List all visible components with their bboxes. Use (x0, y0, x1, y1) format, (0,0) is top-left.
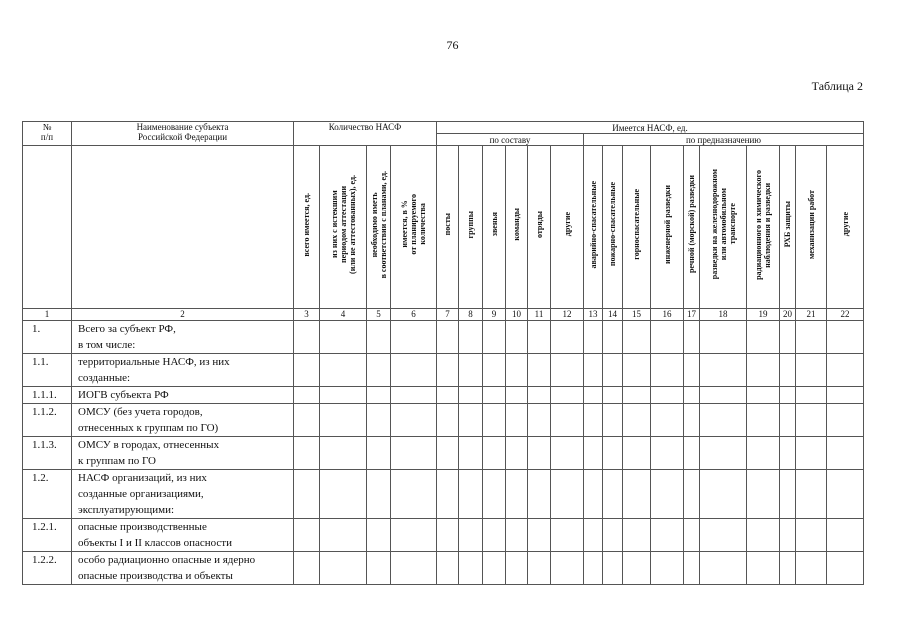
data-cell (320, 404, 367, 437)
row-code: 1.2.2. (23, 552, 72, 585)
vertical-header-label: механизации работ (806, 189, 816, 260)
data-cell (437, 437, 459, 470)
header-by-purpose: по предназначению (584, 134, 864, 146)
data-cell (780, 519, 796, 552)
data-cell (551, 387, 584, 404)
column-number: 1 (23, 309, 72, 321)
row-name: особо радиационно опасные и ядерно опасные производства и объекты (72, 552, 294, 585)
data-cell (391, 354, 437, 387)
data-cell (483, 552, 506, 585)
vertical-header-9 (483, 146, 506, 309)
column-number: 15 (623, 309, 651, 321)
data-cell (320, 519, 367, 552)
data-cell (651, 321, 684, 354)
vertical-header-label: команды (512, 208, 521, 241)
data-cell (584, 404, 603, 437)
data-cell (603, 387, 623, 404)
data-cell (506, 437, 528, 470)
table-row (23, 470, 864, 519)
data-cell (391, 404, 437, 437)
vertical-header-17 (684, 146, 700, 309)
data-cell (528, 354, 551, 387)
data-cell (796, 354, 827, 387)
data-cell (827, 404, 864, 437)
data-cell (651, 354, 684, 387)
data-cell (623, 404, 651, 437)
column-number: 8 (459, 309, 483, 321)
vertical-header-label: звенья (489, 212, 499, 237)
vertical-header-18 (700, 146, 747, 309)
vertical-header-22 (827, 146, 864, 309)
column-number: 22 (827, 309, 864, 321)
vertical-header-label: из них с истекшим периодом аттестации (или не аттестованных), ед. (329, 175, 357, 274)
data-cell (367, 437, 391, 470)
data-cell (780, 552, 796, 585)
data-cell (684, 404, 700, 437)
vertical-header-label: отряды (534, 211, 544, 238)
data-cell (528, 552, 551, 585)
vertical-header-13 (584, 146, 603, 309)
data-cell (700, 519, 747, 552)
data-cell (584, 387, 603, 404)
data-cell (459, 470, 483, 519)
data-cell (483, 404, 506, 437)
data-cell (780, 437, 796, 470)
table-row (23, 519, 864, 552)
data-cell (684, 437, 700, 470)
vertical-header-label: всего имеется, ед. (302, 192, 311, 257)
vertical-header-label: другие (562, 212, 572, 237)
data-cell (796, 519, 827, 552)
data-cell (584, 354, 603, 387)
vertical-header-11 (528, 146, 551, 309)
vertical-header-label: имеется, в % от планируемого количества (400, 194, 427, 255)
column-number: 13 (584, 309, 603, 321)
data-cell (506, 321, 528, 354)
vertical-header-19 (747, 146, 780, 309)
data-cell (437, 470, 459, 519)
data-cell (584, 552, 603, 585)
header-have: Имеется НАСФ, ед. (437, 122, 864, 134)
page-number: 76 (446, 38, 459, 52)
data-cell (391, 470, 437, 519)
data-cell (367, 552, 391, 585)
data-cell (528, 387, 551, 404)
vertical-header-label: необходимо иметь в соответствии с планами, ед. (369, 170, 388, 279)
data-cell (459, 321, 483, 354)
data-cell (506, 552, 528, 585)
row-code: 1.1.3. (23, 437, 72, 470)
data-cell (684, 470, 700, 519)
table-label: Таблица 2 (811, 79, 863, 93)
row-code: 1.1.2. (23, 404, 72, 437)
table-row (23, 404, 864, 437)
row-name: территориальные НАСФ, из них созданные: (72, 354, 294, 387)
data-cell (483, 519, 506, 552)
data-cell (623, 321, 651, 354)
column-number: 6 (391, 309, 437, 321)
data-cell (584, 470, 603, 519)
data-cell (684, 552, 700, 585)
header-subject-blank (72, 146, 294, 309)
data-cell (528, 437, 551, 470)
column-number: 10 (506, 309, 528, 321)
data-cell (700, 404, 747, 437)
data-cell (796, 387, 827, 404)
column-number: 20 (780, 309, 796, 321)
data-cell (651, 404, 684, 437)
data-cell (367, 404, 391, 437)
data-cell (483, 437, 506, 470)
data-cell (551, 519, 584, 552)
data-cell (827, 437, 864, 470)
column-number: 5 (367, 309, 391, 321)
data-cell (320, 321, 367, 354)
vertical-header-label: пожарно-спасательные (608, 182, 617, 267)
data-cell (367, 354, 391, 387)
data-cell (437, 321, 459, 354)
data-cell (391, 552, 437, 585)
vertical-header-label: РХБ защиты (783, 201, 792, 248)
column-number: 16 (651, 309, 684, 321)
data-cell (528, 470, 551, 519)
data-cell (603, 470, 623, 519)
vertical-header-label: другие (840, 212, 850, 237)
data-cell (780, 470, 796, 519)
data-cell (391, 321, 437, 354)
table-row (23, 354, 864, 387)
data-cell (320, 552, 367, 585)
data-cell (603, 437, 623, 470)
data-cell (551, 354, 584, 387)
data-cell (294, 404, 320, 437)
data-cell (320, 354, 367, 387)
data-cell (747, 552, 780, 585)
data-cell (603, 321, 623, 354)
header-quantity: Количество НАСФ (294, 122, 437, 146)
data-cell (684, 321, 700, 354)
vertical-header-label: аварийно-спасательные (588, 180, 598, 269)
data-cell (623, 387, 651, 404)
data-cell (827, 552, 864, 585)
data-cell (747, 404, 780, 437)
data-cell (603, 519, 623, 552)
data-cell (437, 552, 459, 585)
data-cell (584, 321, 603, 354)
data-cell (483, 387, 506, 404)
data-cell (747, 470, 780, 519)
data-cell (780, 404, 796, 437)
vertical-header-7 (437, 146, 459, 309)
data-cell (747, 519, 780, 552)
data-cell (700, 470, 747, 519)
data-cell (747, 321, 780, 354)
data-cell (506, 470, 528, 519)
data-cell (506, 354, 528, 387)
row-code: 1.2. (23, 470, 72, 519)
data-cell (437, 387, 459, 404)
table-row (23, 552, 864, 585)
column-number: 17 (684, 309, 700, 321)
data-cell (700, 354, 747, 387)
vertical-header-label: группы (466, 210, 475, 239)
data-cell (459, 354, 483, 387)
column-number: 2 (72, 309, 294, 321)
data-cell (294, 470, 320, 519)
data-cell (483, 470, 506, 519)
data-cell (603, 354, 623, 387)
row-name: ОМСУ (без учета городов, отнесенных к группам по ГО) (72, 404, 294, 437)
header-num: № п/п (23, 122, 72, 146)
vertical-header-label: инженерной разведки (662, 185, 672, 264)
data-cell (651, 519, 684, 552)
data-cell (528, 321, 551, 354)
data-cell (528, 404, 551, 437)
data-cell (391, 437, 437, 470)
data-cell (684, 354, 700, 387)
data-cell (391, 519, 437, 552)
data-cell (483, 354, 506, 387)
data-cell (294, 354, 320, 387)
vertical-header-4 (320, 146, 367, 309)
row-name: опасные производственные объекты I и II классов опасности (72, 519, 294, 552)
column-number: 3 (294, 309, 320, 321)
data-cell (320, 437, 367, 470)
column-number: 18 (700, 309, 747, 321)
row-name: НАСФ организаций, из них созданные организациями, эксплуатирующими: (72, 470, 294, 519)
column-number: 19 (747, 309, 780, 321)
data-cell (796, 437, 827, 470)
data-cell (437, 519, 459, 552)
header-by-composition: по составу (437, 134, 584, 146)
data-cell (391, 387, 437, 404)
vertical-header-6 (391, 146, 437, 309)
data-cell (294, 387, 320, 404)
data-cell (827, 354, 864, 387)
data-cell (747, 437, 780, 470)
table-row (23, 321, 864, 354)
row-code: 1.1. (23, 354, 72, 387)
data-cell (684, 519, 700, 552)
vertical-header-label: радиационного и химического наблюдения и разведки (754, 169, 772, 280)
data-cell (651, 552, 684, 585)
vertical-header-21 (796, 146, 827, 309)
data-cell (506, 404, 528, 437)
vertical-header-label: речной (морской) разведки (687, 175, 696, 274)
data-cell (294, 552, 320, 585)
data-cell (459, 437, 483, 470)
data-cell (506, 387, 528, 404)
data-cell (367, 387, 391, 404)
data-cell (551, 437, 584, 470)
data-cell (796, 470, 827, 519)
data-cell (459, 404, 483, 437)
column-number: 9 (483, 309, 506, 321)
data-cell (603, 552, 623, 585)
data-cell (700, 437, 747, 470)
data-cell (459, 387, 483, 404)
row-name: Всего за субъект РФ, в том числе: (72, 321, 294, 354)
data-cell (294, 437, 320, 470)
data-cell (506, 519, 528, 552)
vertical-header-15 (623, 146, 651, 309)
data-cell (796, 321, 827, 354)
data-cell (483, 321, 506, 354)
data-cell (651, 470, 684, 519)
header-num-blank (23, 146, 72, 309)
data-cell (780, 321, 796, 354)
row-name: ИОГВ субъекта РФ (72, 387, 294, 404)
column-number: 14 (603, 309, 623, 321)
data-cell (367, 321, 391, 354)
nasf-table (22, 121, 864, 585)
data-cell (459, 552, 483, 585)
vertical-header-label: посты (443, 213, 452, 236)
data-cell (780, 354, 796, 387)
vertical-header-16 (651, 146, 684, 309)
data-cell (796, 404, 827, 437)
data-cell (551, 404, 584, 437)
row-code: 1.1.1. (23, 387, 72, 404)
data-cell (623, 552, 651, 585)
column-number: 11 (528, 309, 551, 321)
data-cell (367, 519, 391, 552)
column-number: 7 (437, 309, 459, 321)
data-cell (747, 387, 780, 404)
vertical-header-3 (294, 146, 320, 309)
row-name: ОМСУ в городах, отнесенных к группам по ГО (72, 437, 294, 470)
data-cell (700, 387, 747, 404)
data-cell (603, 404, 623, 437)
row-code: 1.2.1. (23, 519, 72, 552)
data-cell (651, 437, 684, 470)
data-cell (827, 387, 864, 404)
data-cell (367, 470, 391, 519)
table-row (23, 387, 864, 404)
vertical-header-14 (603, 146, 623, 309)
data-cell (651, 387, 684, 404)
data-cell (459, 519, 483, 552)
data-cell (684, 387, 700, 404)
vertical-header-label: разведки на железнодорожном или автомобильном транспорте (709, 169, 737, 280)
data-cell (437, 354, 459, 387)
data-cell (584, 519, 603, 552)
data-cell (623, 470, 651, 519)
column-number: 21 (796, 309, 827, 321)
data-cell (551, 321, 584, 354)
data-cell (827, 470, 864, 519)
data-cell (294, 321, 320, 354)
row-code: 1. (23, 321, 72, 354)
data-cell (551, 470, 584, 519)
data-cell (700, 552, 747, 585)
data-cell (320, 387, 367, 404)
data-cell (551, 552, 584, 585)
data-cell (827, 321, 864, 354)
data-cell (747, 354, 780, 387)
data-cell (584, 437, 603, 470)
vertical-header-label: горноспасательные (632, 189, 641, 260)
vertical-header-12 (551, 146, 584, 309)
vertical-header-20 (780, 146, 796, 309)
data-cell (623, 519, 651, 552)
data-cell (780, 387, 796, 404)
vertical-header-8 (459, 146, 483, 309)
data-cell (827, 519, 864, 552)
column-number: 4 (320, 309, 367, 321)
vertical-header-5 (367, 146, 391, 309)
data-cell (623, 354, 651, 387)
table-row (23, 437, 864, 470)
vertical-header-10 (506, 146, 528, 309)
header-subject: Наименование субъекта Российской Федерации (72, 122, 294, 146)
data-cell (528, 519, 551, 552)
column-number: 12 (551, 309, 584, 321)
data-cell (437, 404, 459, 437)
data-cell (623, 437, 651, 470)
data-cell (796, 552, 827, 585)
data-cell (700, 321, 747, 354)
data-cell (320, 470, 367, 519)
data-cell (294, 519, 320, 552)
